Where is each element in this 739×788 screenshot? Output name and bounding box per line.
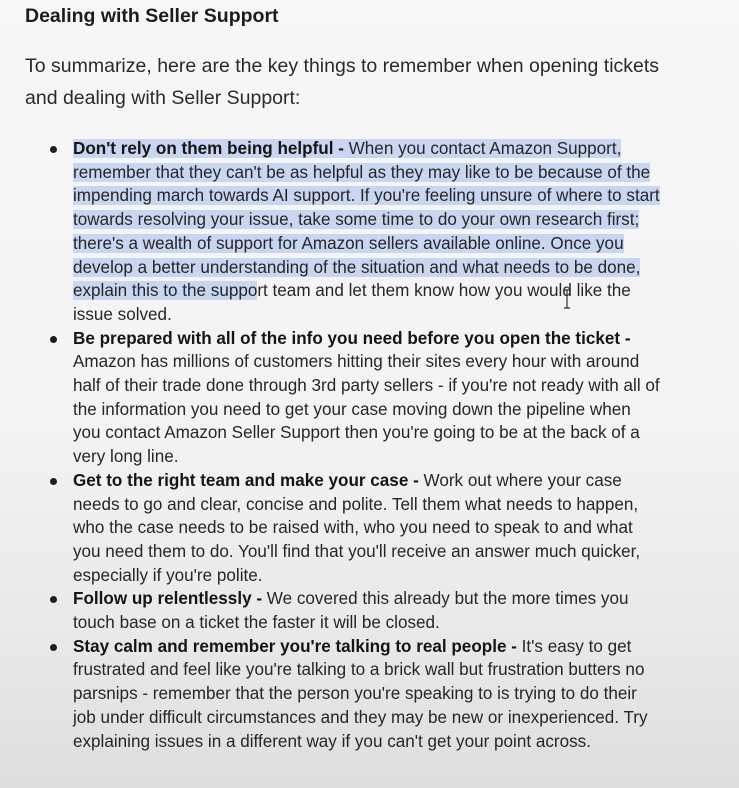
- bullet-text: Amazon has millions of customers hitting their sites every hour with around half of their trade done through 3rd party sellers - if you're not ready with all of the information you need to get your case moving down the pipeline when you contact Amazon Seller Support then you're going to be at the back of a very long line.: [73, 352, 660, 467]
- list-item: [0, 587, 663, 634]
- bullet-icon: [50, 146, 57, 153]
- bullet-icon: [50, 478, 57, 485]
- bullet-title: Get to the right team and make your case -: [73, 470, 419, 490]
- bullet-text: We covered this already but the more times you touch base on a ticket the faster it will be closed.: [73, 589, 629, 633]
- text-cursor-icon: [562, 289, 572, 309]
- bullet-title: Be prepared with all of the info you need before you open the ticket -: [73, 328, 631, 348]
- list-item: [0, 469, 663, 588]
- bullet-text-selected[interactable]: When you contact Amazon Support, remember that they can't be as helpful as they may like to be because of the impending march towards AI support. If you're feeling unsure of where to start towards resolving your issue, take some time to do your own research first; there's a wealth of support for Amazon sellers available online. Once you develop a better understanding of the situation and what needs to be done, explain this to the suppo: [73, 139, 660, 301]
- bullet-title: Stay calm and remember you're talking to real people -: [73, 636, 517, 656]
- bullet-text: It's easy to get frustrated and feel like you're talking to a brick wall but frustration butters no parsnips - remember that the person you're speaking to is trying to do their job under difficult circumstances and they may be new or inexperienced. Try explaining issues in a different way if you can't get your point across.: [73, 636, 648, 751]
- bullet-title: Don't rely on them being helpful -: [73, 139, 344, 158]
- bullet-text: Work out where your case needs to go and clear, concise and polite. Tell them what needs to happen, who the case needs to be raised with, who you need to speak to and what you need them to do. You'll find that you'll receive an answer much quicker, especially if you're polite.: [73, 470, 641, 585]
- list-item: [0, 635, 663, 754]
- bullet-icon: [50, 336, 57, 343]
- bullet-text: rt team and let them know how you would like the issue solved.: [73, 281, 631, 324]
- bullet-icon: [50, 596, 57, 603]
- key-points-list: [0, 137, 739, 753]
- intro-paragraph: To summarize, here are the key things to remember when opening tickets and dealing with Seller Support:: [25, 55, 660, 109]
- section-heading: Dealing with Seller Support: [25, 5, 279, 27]
- list-item: [0, 327, 663, 469]
- bullet-title: Follow up relentlessly -: [73, 589, 263, 609]
- bullet-icon: [50, 644, 57, 651]
